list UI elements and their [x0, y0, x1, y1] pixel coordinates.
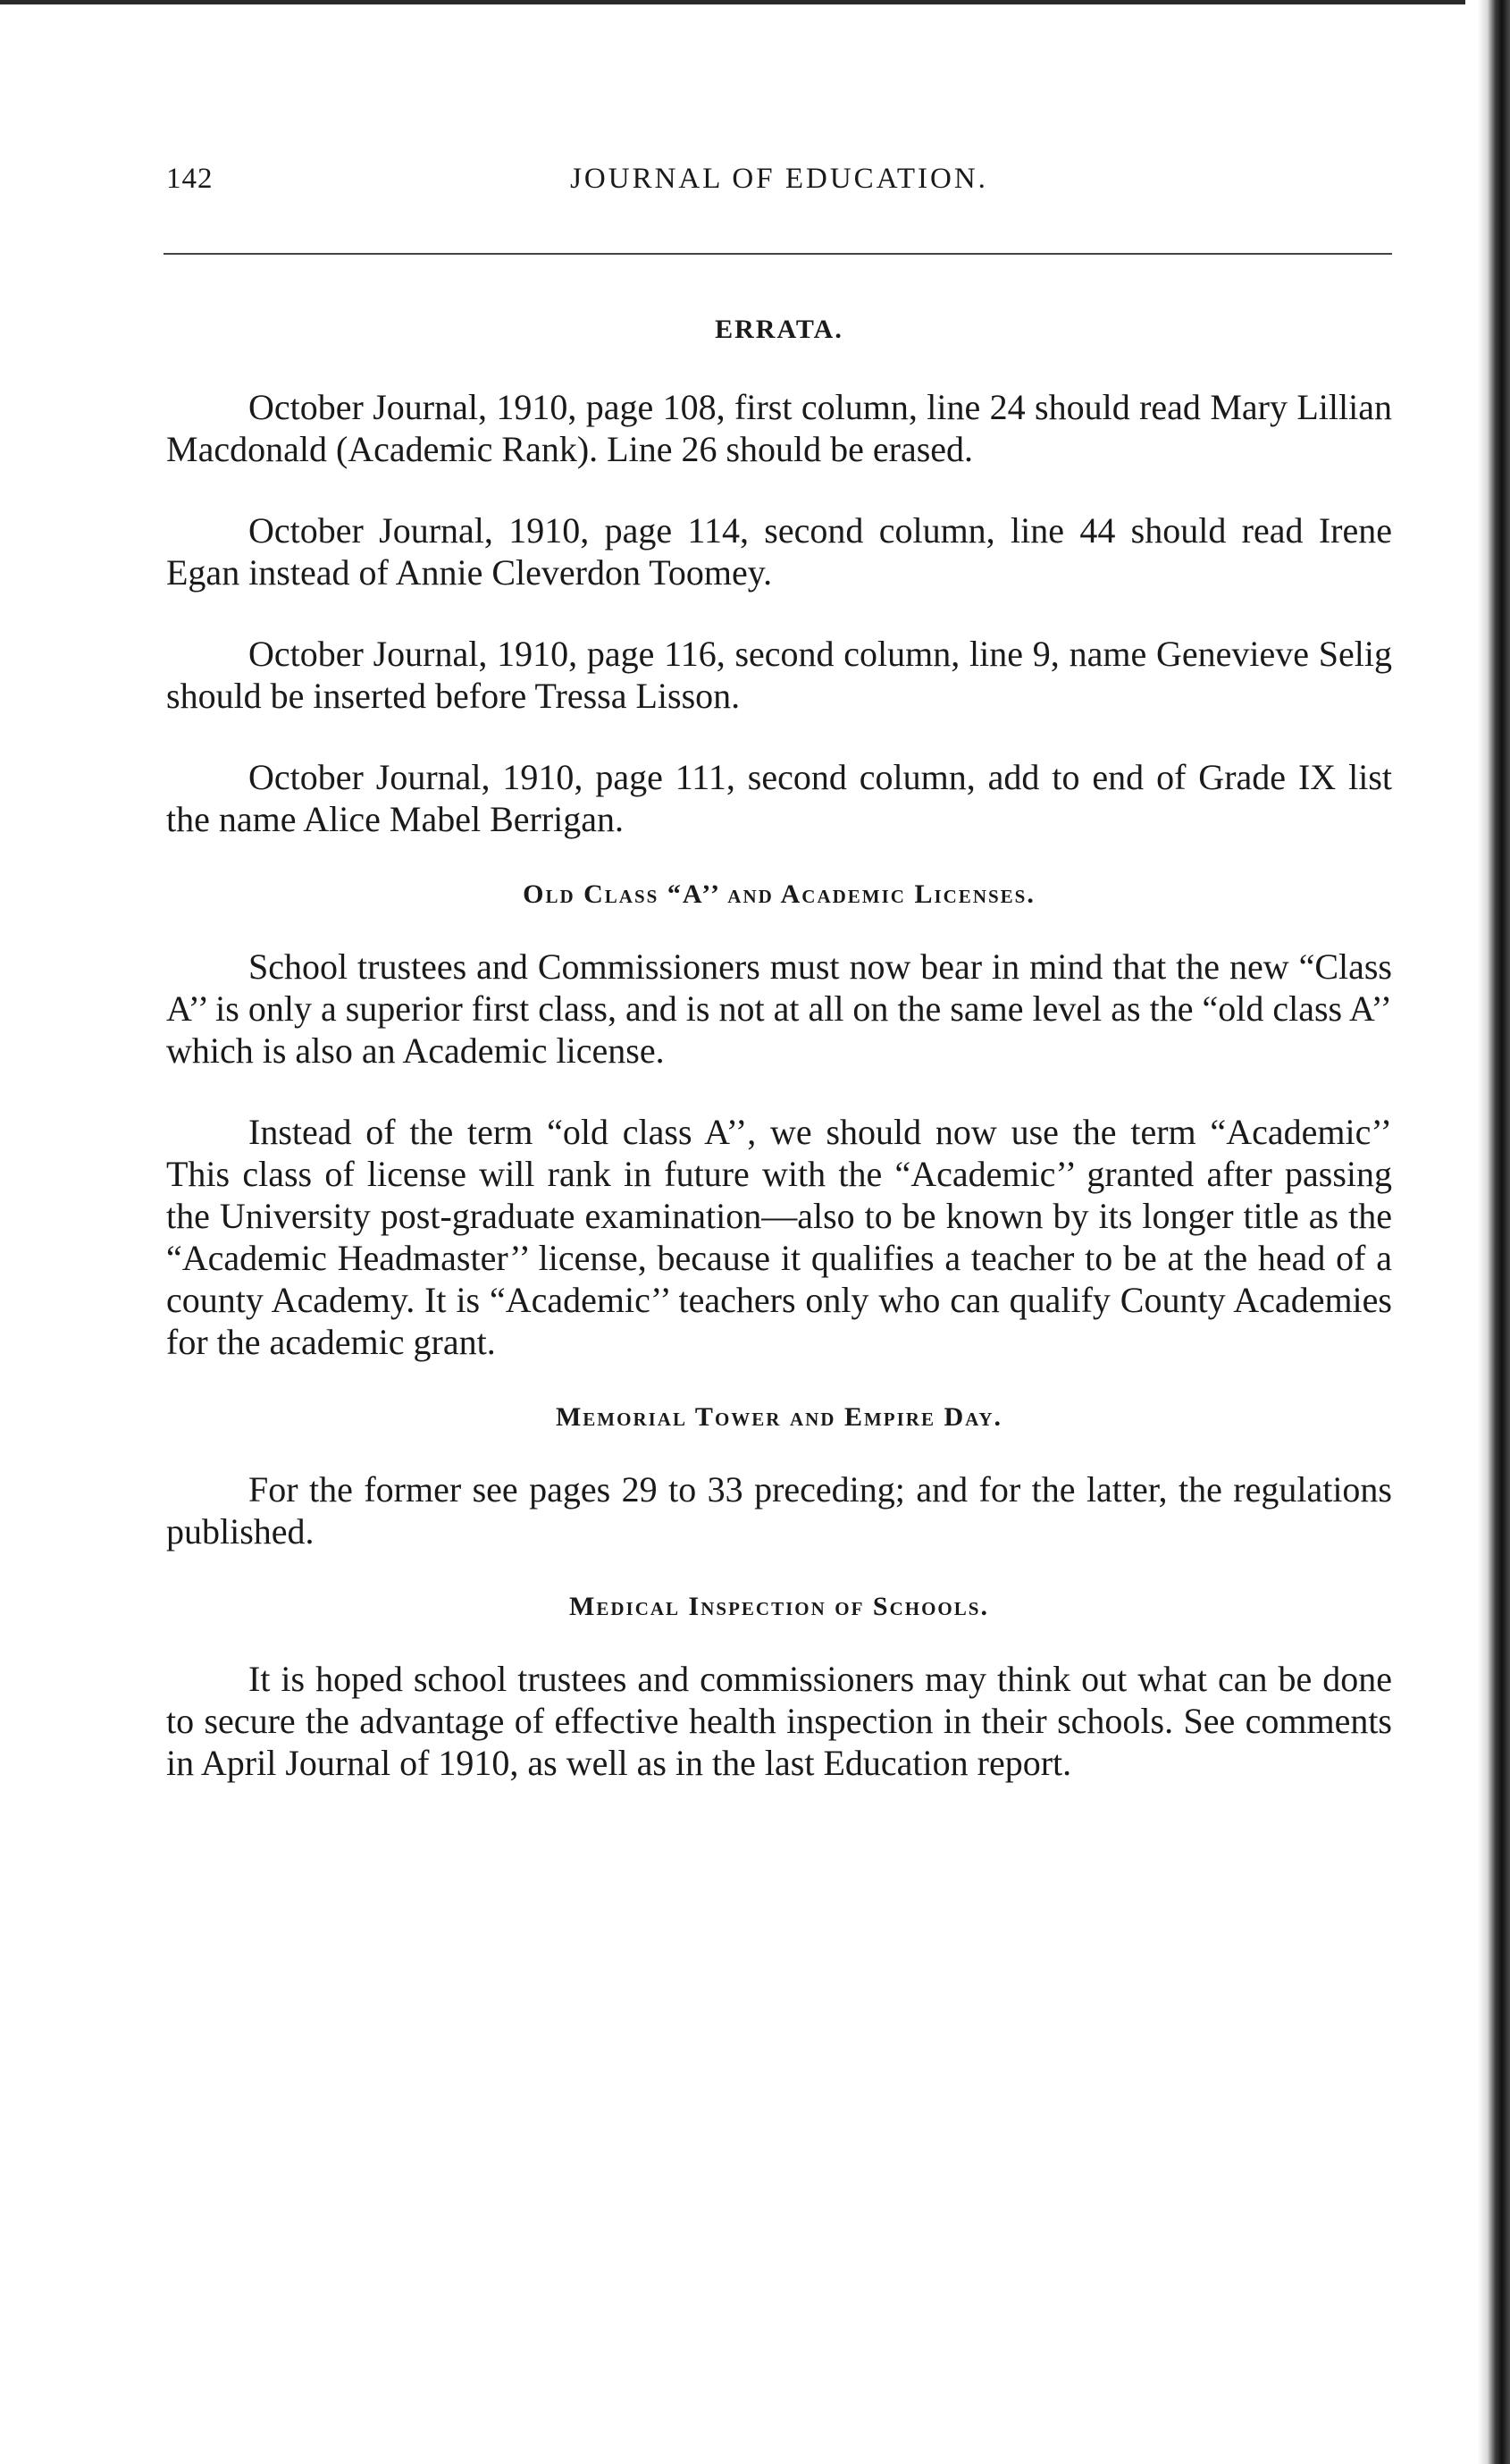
errata-heading: ERRATA. [715, 315, 843, 344]
errata-paragraph: October Journal, 1910, page 108, first column, line 24 should read Mary Lillian Macdonald (Academic Rank). Line 26 should be erased. [166, 387, 1392, 469]
old-class-paragraph: Instead of the term “old class A’’, we should now use the term “Academic’’ This class of license will rank in future with the “Academic’’ granted after passing the University post-graduate examination—also to be known by its longer title as the “Academic Headmaster’’ license, because it qualifies a teacher to be at the head of a county Academy. It is “Academic’’ teachers only who can qualify County Academies for the academic grant. [166, 1112, 1392, 1362]
memorial-section [166, 1402, 1392, 1552]
errata-section [166, 315, 1392, 840]
page-header [166, 163, 1392, 216]
memorial-heading: Memorial Tower and Empire Day. [555, 1402, 1003, 1432]
medical-paragraph: It is hoped school trustees and commissioners may think out what can be done to secure the advantage of effective health inspection in their schools. See comments in April Journal of 1910, as well as in the last Education report. [166, 1659, 1392, 1783]
memorial-paragraph: For the former see pages 29 to 33 preceding; and for the latter, the regulations published. [166, 1469, 1392, 1552]
running-title: JOURNAL OF EDUCATION. [570, 163, 988, 195]
page-number: 142 [166, 163, 214, 195]
errata-paragraph: October Journal, 1910, page 116, second column, line 9, name Genevieve Selig should be inserted before Tressa Lisson. [166, 634, 1392, 716]
errata-paragraph: October Journal, 1910, page 114, second column, line 44 should read Irene Egan instead of Annie Cleverdon Toomey. [166, 510, 1392, 593]
medical-section [166, 1592, 1392, 1784]
scan-top-edge [0, 0, 1465, 4]
scan-right-edge [1478, 0, 1510, 2464]
header-rule [164, 253, 1392, 255]
old-class-paragraph: School trustees and Commissioners must now bear in mind that the new “Class A’’ is only a superior first class, and is not at all on the same level as the “old class A’’ which is also an Academic license. [166, 946, 1392, 1071]
medical-heading: Medical Inspection of Schools. [569, 1592, 989, 1621]
old-class-section [166, 879, 1392, 1363]
page-content [166, 315, 1392, 1823]
old-class-heading: Old Class “A’’ and Academic Licenses. [523, 879, 1036, 909]
errata-paragraph: October Journal, 1910, page 111, second column, add to end of Grade IX list the name Alice Mabel Berrigan. [166, 757, 1392, 839]
